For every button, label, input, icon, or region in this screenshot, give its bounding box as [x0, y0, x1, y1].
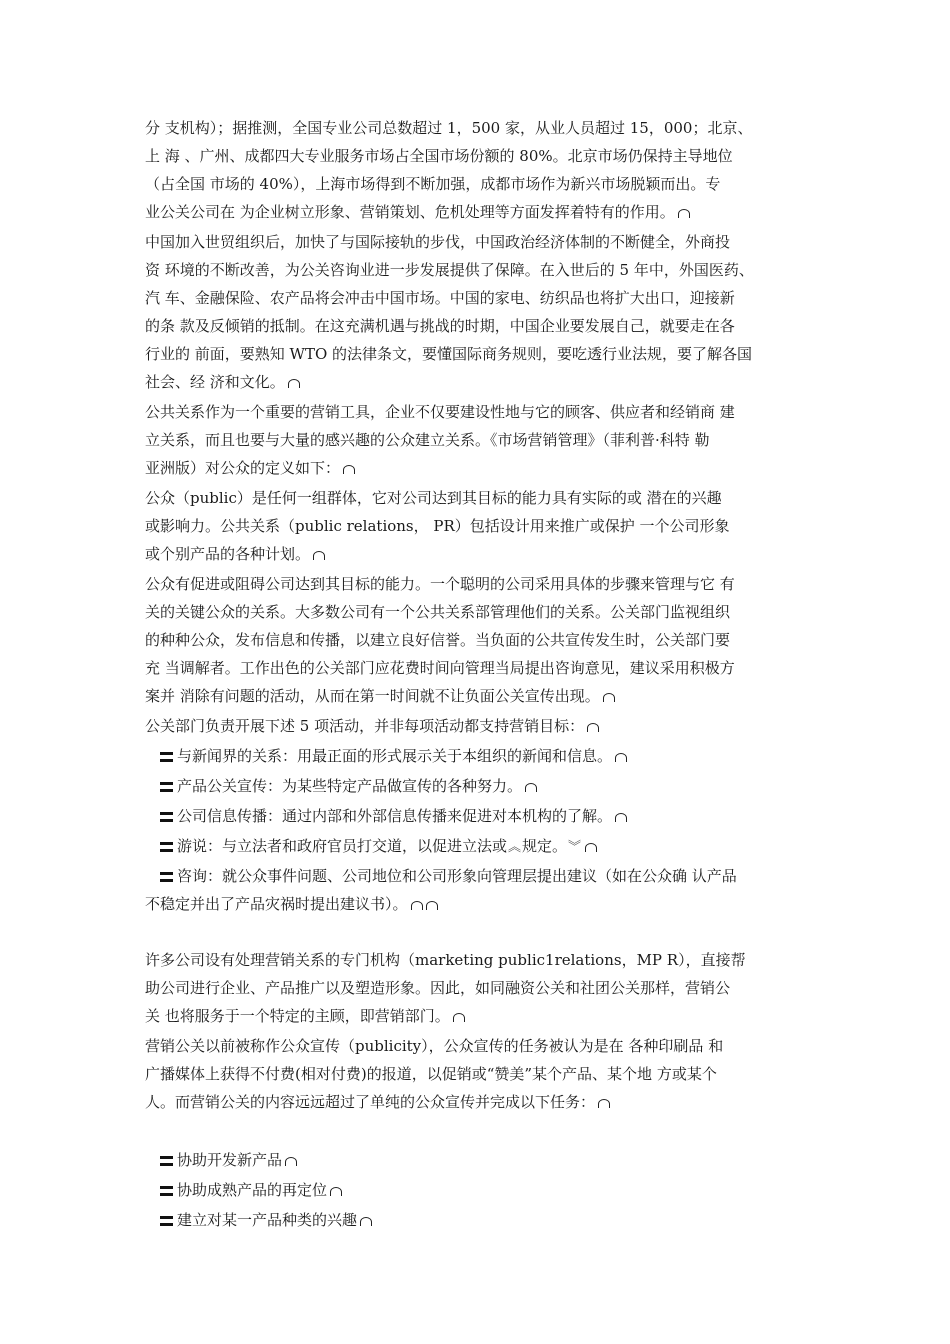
list-item: 公司信息传播：通过内部和外部信息传播来促进对本机构的了解。 — [160, 802, 860, 830]
return-mark-icon — [285, 1157, 297, 1166]
text-line: 资 环境的不断改善，为公关咨询业进一步发展提供了保障。在入世后的 5 年中，外国医药、 — [145, 261, 754, 279]
list-item: 与新闻界的关系：用最正面的形式展示关于本组织的新闻和信息。 — [160, 742, 860, 770]
text-line: 行业的 前面，要熟知 WTO 的法律条文，要懂国际商务规则，要吃透行业法规，要了解各国 — [145, 345, 753, 363]
double-bar-bullet-icon — [160, 782, 173, 792]
text-line: 中国加入世贸组织后，加快了与国际接轨的步伐，中国政治经济体制的不断健全，外商投 — [145, 233, 731, 251]
return-mark-icon — [313, 551, 325, 560]
double-chevron-up-icon: ︽ — [508, 840, 522, 855]
text-line: 公共关系作为一个重要的营销工具，企业不仅要建设性地与它的顾客、供应者和经销商 建 — [145, 403, 735, 421]
text-line: 亚洲版）对公众的定义如下： — [145, 454, 845, 482]
text-line: 充 当调解者。工作出色的公关部门应花费时间向管理当局提出咨询意见，建议采用积极方 — [145, 659, 735, 677]
text-line: 许多公司设有处理营销关系的专门机构（marketing public1relations，MP R），直接帮 — [145, 951, 746, 969]
return-mark-icon — [330, 1187, 342, 1196]
text-line: 助公司进行企业、产品推广以及塑造形象。因此，如同融资公关和社团公关那样，营销公 — [145, 979, 731, 997]
double-chevron-down-icon: ︾ — [568, 840, 582, 855]
double-bar-bullet-icon — [160, 872, 173, 882]
double-bar-bullet-icon — [160, 1186, 173, 1196]
text-line: 的种种公众，发布信息和传播，以建立良好信誉。当负面的公共宣传发生时，公关部门要 — [145, 631, 731, 649]
return-mark-icon — [360, 1217, 372, 1226]
return-mark-icon — [411, 901, 423, 910]
return-mark-icon — [678, 209, 690, 218]
list-item: 咨询：就公众事件问题、公司地位和公司形象向管理层提出建议（如在公众确 认产品 — [160, 862, 860, 890]
text-line: （占全国 市场的 40%），上海市场得到不断加强，成都市场作为新兴市场脱颖而出。专 — [145, 175, 721, 193]
return-mark-icon — [525, 783, 537, 792]
text-line: 不稳定并出了产品灾祸时提出建议书）。 — [145, 890, 845, 918]
text-line: 公众（public）是任何一组群体，它对公司达到其目标的能力具有实际的或 潜在的兴趣 — [145, 489, 722, 507]
text-line: 或影响力。公共关系（public relations， PR）包括设计用来推广或保护 一个公司形象 — [145, 517, 730, 535]
return-mark-icon — [587, 723, 599, 732]
text-line: 的条 款及反倾销的抵制。在这充满机遇与挑战的时期，中国企业要发展自己，就要走在各 — [145, 317, 735, 335]
text-line: 营销公关以前被称作公众宣传（publicity），公众宣传的任务被认为是在 各种印刷品 和 — [145, 1037, 724, 1055]
return-mark-icon — [585, 843, 597, 852]
text-line: 公关部门负责开展下述 5 项活动，并非每项活动都支持营销目标： — [145, 712, 845, 740]
double-bar-bullet-icon — [160, 1216, 173, 1226]
return-mark-icon — [453, 1013, 465, 1022]
text-line: 分 支机构）；据推测，全国专业公司总数超过 1，500 家，从业人员超过 15，000；北京、 — [145, 119, 753, 137]
text-line: 上 海 、广州、成都四大专业服务市场占全国市场份额的 80%。北京市场仍保持主导地位 — [145, 147, 733, 165]
return-mark-icon — [615, 813, 627, 822]
double-bar-bullet-icon — [160, 812, 173, 822]
text-line: 广播媒体上获得不付费(相对付费)的报道，以促销或“赞美”某个产品、某个地 方或某个 — [145, 1065, 717, 1083]
return-mark-icon — [598, 1099, 610, 1108]
text-line: 关的关键公众的关系。大多数公司有一个公共关系部管理他们的关系。公关部门监视组织 — [145, 603, 731, 621]
return-mark-icon — [603, 693, 615, 702]
return-mark-icon — [288, 379, 300, 388]
list-item: 协助开发新产品 — [160, 1146, 860, 1174]
double-bar-bullet-icon — [160, 1156, 173, 1166]
double-bar-bullet-icon — [160, 752, 173, 762]
text-line: 公众有促进或阻碍公司达到其目标的能力。一个聪明的公司采用具体的步骤来管理与它 有 — [145, 575, 735, 593]
text-line: 汽 车、金融保险、农产品将会冲击中国市场。中国的家电、纺织品也将扩大出口，迎接新 — [145, 289, 735, 307]
text-line: 社会、经 济和文化。 — [145, 368, 845, 396]
list-item: 建立对某一产品种类的兴趣 — [160, 1206, 860, 1234]
list-item: 协助成熟产品的再定位 — [160, 1176, 860, 1204]
text-line: 案并 消除有问题的活动，从而在第一时间就不让负面公关宣传出现。 — [145, 682, 845, 710]
return-mark-icon — [615, 753, 627, 762]
double-bar-bullet-icon — [160, 842, 173, 852]
list-item: 游说：与立法者和政府官员打交道，以促进立法或︽规定。︾ — [160, 832, 860, 860]
text-line: 业公关公司在 为企业树立形象、营销策划、危机处理等方面发挥着特有的作用。 — [145, 198, 845, 226]
return-mark-icon — [426, 901, 438, 910]
return-mark-icon — [343, 465, 355, 474]
text-line: 关 也将服务于一个特定的主顾，即营销部门。 — [145, 1002, 845, 1030]
list-item: 产品公关宣传：为某些特定产品做宣传的各种努力。 — [160, 772, 860, 800]
text-line: 人。而营销公关的内容远远超过了单纯的公众宣传并完成以下任务： — [145, 1088, 845, 1116]
text-line: 立关系，而且也要与大量的感兴趣的公众建立关系。《市场营销管理》（菲利普·科特 勒 — [145, 431, 710, 449]
text-line: 或个别产品的各种计划。 — [145, 540, 845, 568]
